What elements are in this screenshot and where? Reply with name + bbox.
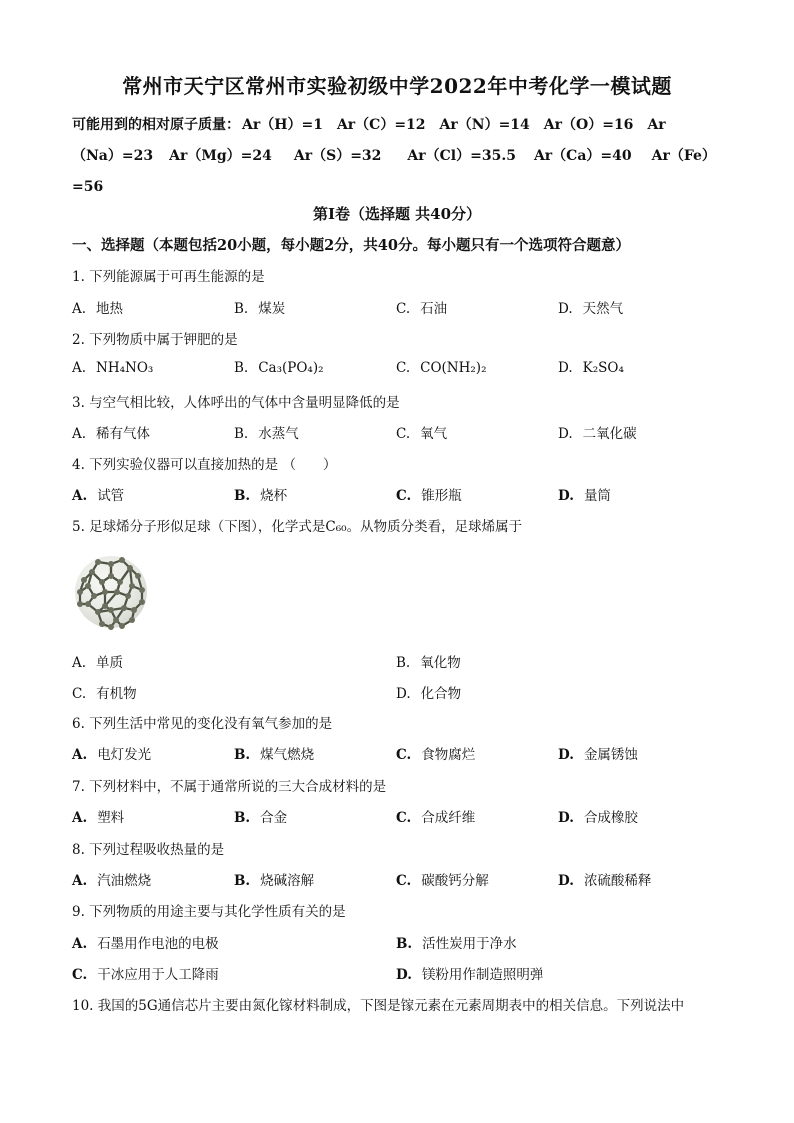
option-text: 干冰应用于人工降雨 [97, 967, 219, 983]
option-text: 单质 [96, 655, 124, 671]
option-b [234, 297, 285, 317]
fullerene-image [72, 548, 150, 636]
option-letter: B. [234, 426, 249, 442]
option-letter: B. [234, 747, 251, 763]
option-c [396, 869, 489, 889]
option-text: 量筒 [583, 488, 611, 504]
option-letter: D. [558, 488, 574, 504]
option-a [72, 869, 151, 889]
masses-line-3 [72, 172, 722, 203]
option-letter: B. [396, 655, 411, 671]
option-text: 天然气 [582, 301, 624, 317]
option-b [234, 360, 324, 376]
option-c [396, 743, 475, 763]
option-letter: D. [558, 426, 573, 442]
option-letter: B. [234, 360, 249, 376]
option-text: 塑料 [97, 810, 125, 826]
question-options [72, 743, 722, 763]
option-text: 煤炭 [258, 301, 286, 317]
mass-item: Ar（H）=1 [242, 117, 323, 133]
option-letter: C. [72, 686, 87, 702]
option-text: 烧杯 [260, 488, 288, 504]
option-letter: B. [234, 873, 251, 889]
option-letter: A. [72, 936, 88, 952]
option-a [72, 932, 219, 952]
question-options [72, 297, 722, 317]
fullerene-c60-figure [72, 548, 150, 636]
part-heading: 第Ⅰ卷（选择题 共40分） [312, 205, 482, 223]
option-b [234, 869, 314, 889]
option-a [72, 297, 123, 317]
option-letter: A. [72, 873, 88, 889]
option-letter: A. [72, 488, 88, 504]
mass-item: =56 [72, 179, 104, 195]
question-stem: 7. 下列材料中，不属于通常所说的三大合成材料的是 [72, 779, 387, 795]
option-c [396, 806, 475, 826]
option-c [72, 963, 219, 983]
option-text: K₂SO₄ [582, 360, 624, 376]
option-letter: C. [396, 873, 412, 889]
option-d [558, 806, 638, 826]
option-letter: A. [72, 747, 88, 763]
option-letter: A. [72, 301, 87, 317]
mass-item: Ar（Fe） [651, 148, 716, 164]
mass-item: Ar（C）=12 [336, 117, 426, 133]
option-text: 碳酸钙分解 [421, 873, 489, 889]
option-letter: C. [72, 967, 88, 983]
option-b [234, 484, 287, 504]
option-d [558, 360, 624, 376]
option-letter: C. [396, 747, 412, 763]
option-text: NH₄NO₃ [96, 360, 154, 376]
option-b [234, 743, 314, 763]
option-c [396, 422, 447, 442]
question-options [72, 651, 722, 671]
option-text: 煤气燃烧 [260, 747, 315, 763]
option-text: 汽油燃烧 [97, 873, 152, 889]
option-a [72, 651, 123, 671]
option-a [72, 422, 150, 442]
option-text: CO(NH₂)₂ [420, 360, 487, 376]
option-text: 镁粉用作制造照明弹 [421, 967, 544, 983]
option-letter: C. [396, 301, 411, 317]
option-letter: C. [396, 488, 412, 504]
option-a [72, 743, 151, 763]
question-options [72, 963, 722, 983]
option-letter: C. [396, 426, 411, 442]
section-heading: 一、选择题（本题包括20小题，每小题2分，共40分。每小题只有一个选项符合题意） [72, 237, 630, 254]
option-c [72, 682, 137, 702]
option-letter: D. [396, 686, 411, 702]
question-stem: 9. 下列物质的用途主要与其化学性质有关的是 [72, 904, 346, 920]
question-options [72, 360, 722, 380]
option-text: 石墨用作电池的电极 [97, 936, 219, 952]
option-d [558, 297, 623, 317]
option-letter: C. [396, 810, 412, 826]
relative-atomic-masses [72, 110, 722, 203]
option-letter: D. [558, 747, 574, 763]
option-text: 食物腐烂 [421, 747, 476, 763]
option-text: 氧气 [420, 426, 448, 442]
option-d [558, 484, 611, 504]
option-letter: B. [234, 488, 251, 504]
option-letter: D. [558, 873, 574, 889]
option-text: 化合物 [420, 686, 462, 702]
question-options [72, 422, 722, 442]
option-b [234, 422, 299, 442]
option-text: 金属锈蚀 [583, 747, 638, 763]
mass-item: Ar（Cl）=35.5 [407, 148, 516, 164]
option-letter: D. [396, 967, 412, 983]
question-options [72, 484, 722, 504]
question-options [72, 932, 722, 952]
mass-item: Ar（S）=32 [293, 148, 382, 164]
option-text: 石油 [420, 301, 448, 317]
option-text: 稀有气体 [96, 426, 151, 442]
question-stem: 2. 下列物质中属于钾肥的是 [72, 332, 238, 348]
option-b [396, 932, 517, 952]
masses-line-2 [72, 141, 722, 172]
option-text: 试管 [97, 488, 125, 504]
option-c [396, 297, 447, 317]
option-letter: A. [72, 360, 87, 376]
option-text: 浓硫酸稀释 [583, 873, 652, 889]
option-d [558, 743, 638, 763]
masses-heading: 可能用到的相对原子质量： [72, 117, 240, 133]
option-letter: C. [396, 360, 411, 376]
option-text: 有机物 [96, 686, 137, 702]
mass-item: （Na）=23 [72, 148, 154, 164]
option-d [396, 682, 461, 702]
option-letter: B. [396, 936, 413, 952]
option-d [558, 422, 637, 442]
option-d [396, 963, 543, 983]
option-d [558, 869, 651, 889]
option-text: 烧碱溶解 [260, 873, 315, 889]
question-options [72, 682, 722, 702]
question-stem: 1. 下列能源属于可再生能源的是 [72, 269, 265, 285]
option-letter: A. [72, 426, 87, 442]
option-letter: D. [558, 360, 573, 376]
option-a [72, 806, 124, 826]
question-stem: 3. 与空气相比较，人体呼出的气体中含量明显降低的是 [72, 395, 400, 411]
mass-item: Ar（Mg）=24 [169, 148, 272, 164]
option-text: 氧化物 [420, 655, 461, 671]
option-text: 合成橡胶 [583, 810, 638, 826]
option-letter: A. [72, 655, 87, 671]
option-c [396, 484, 462, 504]
mass-item: Ar（Ca）=40 [533, 148, 632, 164]
option-a [72, 484, 124, 504]
option-letter: D. [558, 301, 573, 317]
option-b [396, 651, 461, 671]
option-text: 合金 [260, 810, 288, 826]
option-letter: B. [234, 301, 249, 317]
question-stem: 6. 下列生活中常见的变化没有氧气参加的是 [72, 716, 333, 732]
question-stem: 10. 我国的5G通信芯片主要由氮化镓材料制成，下图是镓元素在元素周期表中的相关信息。下列说法中 [72, 998, 685, 1014]
question-options [72, 806, 722, 826]
exam-title: 常州市天宁区常州市实验初级中学2022年中考化学一模试题 [122, 74, 672, 98]
option-text: 水蒸气 [258, 426, 299, 442]
option-letter: B. [234, 810, 251, 826]
question-stem: 5. 足球烯分子形似足球（下图），化学式是C₆₀。从物质分类看，足球烯属于 [72, 519, 523, 535]
option-text: 地热 [96, 301, 124, 317]
option-text: Ca₃(PO₄)₂ [258, 360, 324, 376]
option-text: 活性炭用于净水 [422, 936, 517, 952]
option-text: 合成纤维 [421, 810, 476, 826]
question-options [72, 869, 722, 889]
option-letter: A. [72, 810, 88, 826]
question-stem: 8. 下列过程吸收热量的是 [72, 842, 225, 858]
question-stem: 4. 下列实验仪器可以直接加热的是 （ ） [72, 457, 337, 473]
mass-item: Ar（N）=14 [439, 117, 530, 133]
option-b [234, 806, 287, 826]
option-text: 锥形瓶 [421, 488, 462, 504]
option-letter: D. [558, 810, 574, 826]
option-c [396, 360, 486, 376]
mass-item: Ar [647, 117, 666, 133]
option-text: 电灯发光 [97, 747, 152, 763]
masses-line-1 [72, 110, 722, 141]
option-a [72, 360, 153, 376]
option-text: 二氧化碳 [582, 426, 637, 442]
mass-item: Ar（O）=16 [543, 117, 634, 133]
